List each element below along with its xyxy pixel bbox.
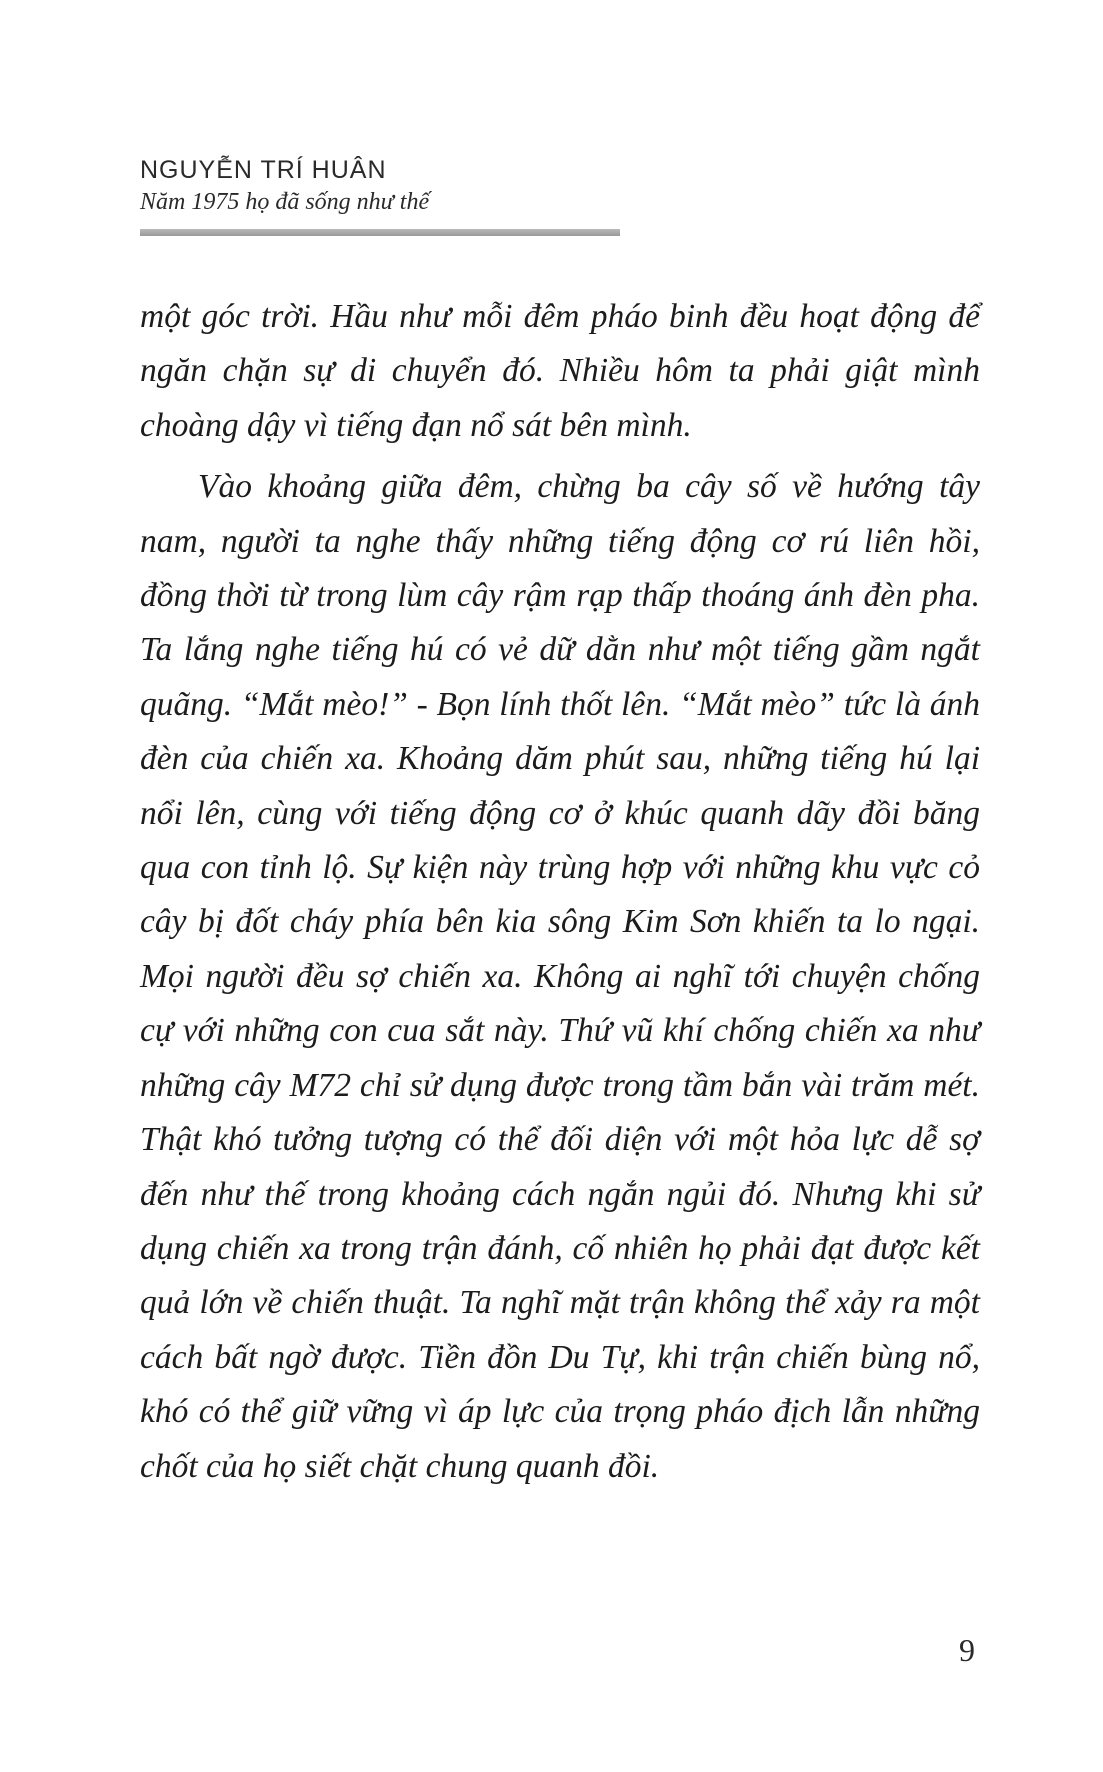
paragraph-continuation: một góc trời. Hầu như mỗi đêm pháo binh đều hoạt động để ngăn chặn sự di chuyển đó. Nhiều hôm ta phải giật mình choàng dậy vì tiếng đạn nổ sát bên mình. [140, 298, 980, 444]
running-header [140, 155, 620, 236]
header-divider [140, 229, 620, 236]
book-title: Năm 1975 họ đã sống như thế [140, 189, 430, 215]
author-name: NGUYỄN TRÍ HUÂN [140, 156, 387, 184]
paragraph: Vào khoảng giữa đêm, chừng ba cây số về hướng tây nam, người ta nghe thấy những tiếng động cơ rú liên hồi, đồng thời từ trong lùm cây rậm rạp thấp thoáng ánh đèn pha. Ta lắng nghe tiếng hú có vẻ dữ dằn như một tiếng gầm ngắt quãng. “Mắt mèo!” - Bọn lính thốt lên. “Mắt mèo” tức là ánh đèn của chiến xa. Khoảng dăm phút sau, những tiếng hú lại nổi lên, cùng với tiếng động cơ ở khúc quanh dãy đồi băng qua con tỉnh lộ. Sự kiện này trùng hợp với những khu vực cỏ cây bị đốt cháy phía bên kia sông Kim Sơn khiến ta lo ngại. Mọi người đều sợ chiến xa. Không ai nghĩ tới chuyện chống cự với những con cua sắt này. Thứ vũ khí chống chiến xa như những cây M72 chỉ sử dụng được trong tầm bắn vài trăm mét. Thật khó tưởng tượng có thể đối diện với một hỏa lực dễ sợ đến như thế trong khoảng cách ngắn ngủi đó. Nhưng khi sử dụng chiến xa trong trận đánh, cố nhiên họ phải đạt được kết quả lớn về chiến thuật. Ta nghĩ mặt trận không thể xảy ra một cách bất ngờ được. Tiền đồn Du Tự, khi trận chiến bùng nổ, khó có thể giữ vững vì áp lực của trọng pháo địch lẫn những chốt của họ siết chặt chung quanh đồi. [140, 468, 980, 1485]
page-number: 9 [959, 1632, 975, 1668]
body-text [140, 290, 980, 1494]
